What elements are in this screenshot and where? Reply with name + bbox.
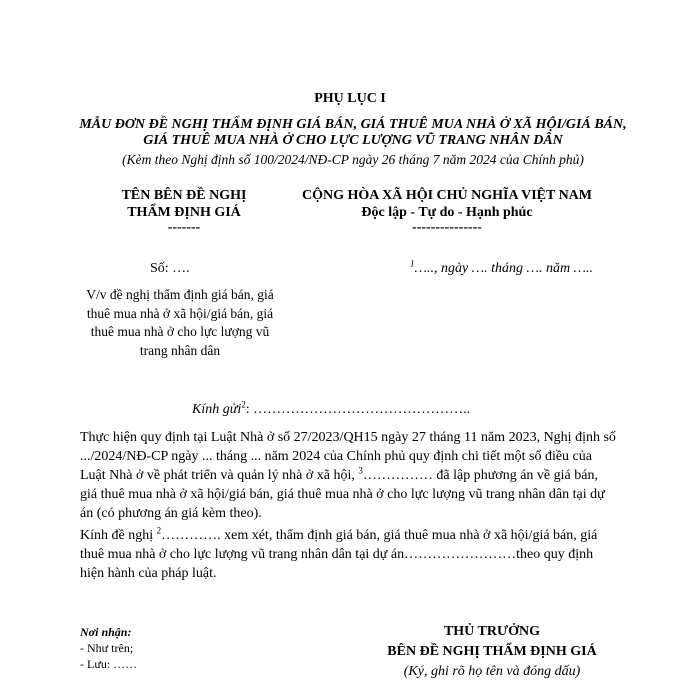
footnote-2b: 2 [156,525,162,536]
requester-header [74,187,294,235]
body-paragraph-2 [80,526,618,583]
national-motto: Độc lập - Tự do - Hạnh phúc [361,205,533,220]
recipients-block [80,624,137,672]
footnote-3: 3 [358,465,363,476]
requester-divider: ------- [167,220,201,235]
national-header [282,187,612,235]
appendix-title: PHỤ LỤC I [314,91,386,106]
signer-org: BÊN ĐỀ NGHỊ THẨM ĐỊNH GIÁ [387,644,597,659]
national-divider: --------------- [412,220,482,235]
body-paragraph-1 [80,428,618,523]
date-text: ….., ngày …. tháng …. năm ….. [414,261,594,276]
signature-note: (Ký, ghi rõ họ tên và đóng dấu) [403,664,581,679]
requester-name-line1: TÊN BÊN ĐỀ NGHỊ [121,188,247,203]
addressee-blank: : ……………………………………….. [245,402,471,417]
requester-name-line2: THẨM ĐỊNH GIÁ [127,205,241,220]
form-subtitle: MẪU ĐƠN ĐỀ NGHỊ THẨM ĐỊNH GIÁ BÁN, GIÁ THUÊ MUA NHÀ Ở XÃ HỘI/GIÁ BÁN, GIÁ THUÊ MUA NHÀ Ở CHO LỰC LƯỢNG VŨ TRANG NHÂN DÂN [79,117,627,148]
signer-title: THỦ TRƯỞNG [443,624,541,639]
national-name: CỘNG HÒA XÃ HỘI CHỦ NGHĨA VIỆT NAM [301,188,592,203]
addressee [192,399,471,418]
addressee-label: Kính gửi [192,402,242,417]
footnote-2: 2 [241,399,246,410]
p2-text-b: …………. xem xét, thẩm định giá bán, giá thuê mua nhà ở xã hội/giá bán, giá thuê mua nhà ở cho lực lượng vũ trang nhân dân tại dự án……………………theo quy định hiện hành của pháp luật. [80,528,598,581]
p1-text-b: …………… đã lập phương án về giá bán, giá thuê mua nhà ở xã hội/giá bán, giá thuê mua nhà ở cho lực lượng vũ trang nhân dân tại dự án (có phương án giá kèm theo). [80,468,605,521]
subject-line: V/v đề nghị thẩm định giá bán, giá thuê mua nhà ở xã hội/giá bán, giá thuê mua nhà ở cho lực lượng vũ trang nhân dân [86,287,274,358]
p2-text-a: Kính đề nghị [80,528,154,543]
document-date [410,258,594,277]
recipients-label: Nơi nhận: [80,625,132,639]
signature-block [352,622,632,682]
p1-text-a: Thực hiện quy định tại Luật Nhà ở số 27/2023/QH15 ngày 27 tháng 11 năm 2023, Nghị định số .../2024/NĐ-CP ngày ... tháng ... năm 2024 của Chính phủ quy định chi tiết một số điều của Luật Nhà ở về phát triển và quản lý nhà ở xã hội, [80,430,616,483]
recipient-item: - Lưu: …… [80,657,138,671]
recipient-item: - Như trên; [80,641,134,655]
footnote-1: 1 [410,258,415,269]
decree-reference: (Kèm theo Nghị định số 100/2024/NĐ-CP ngày 26 tháng 7 năm 2024 của Chính phủ) [122,152,584,167]
document-number: Số: …. [150,261,190,276]
